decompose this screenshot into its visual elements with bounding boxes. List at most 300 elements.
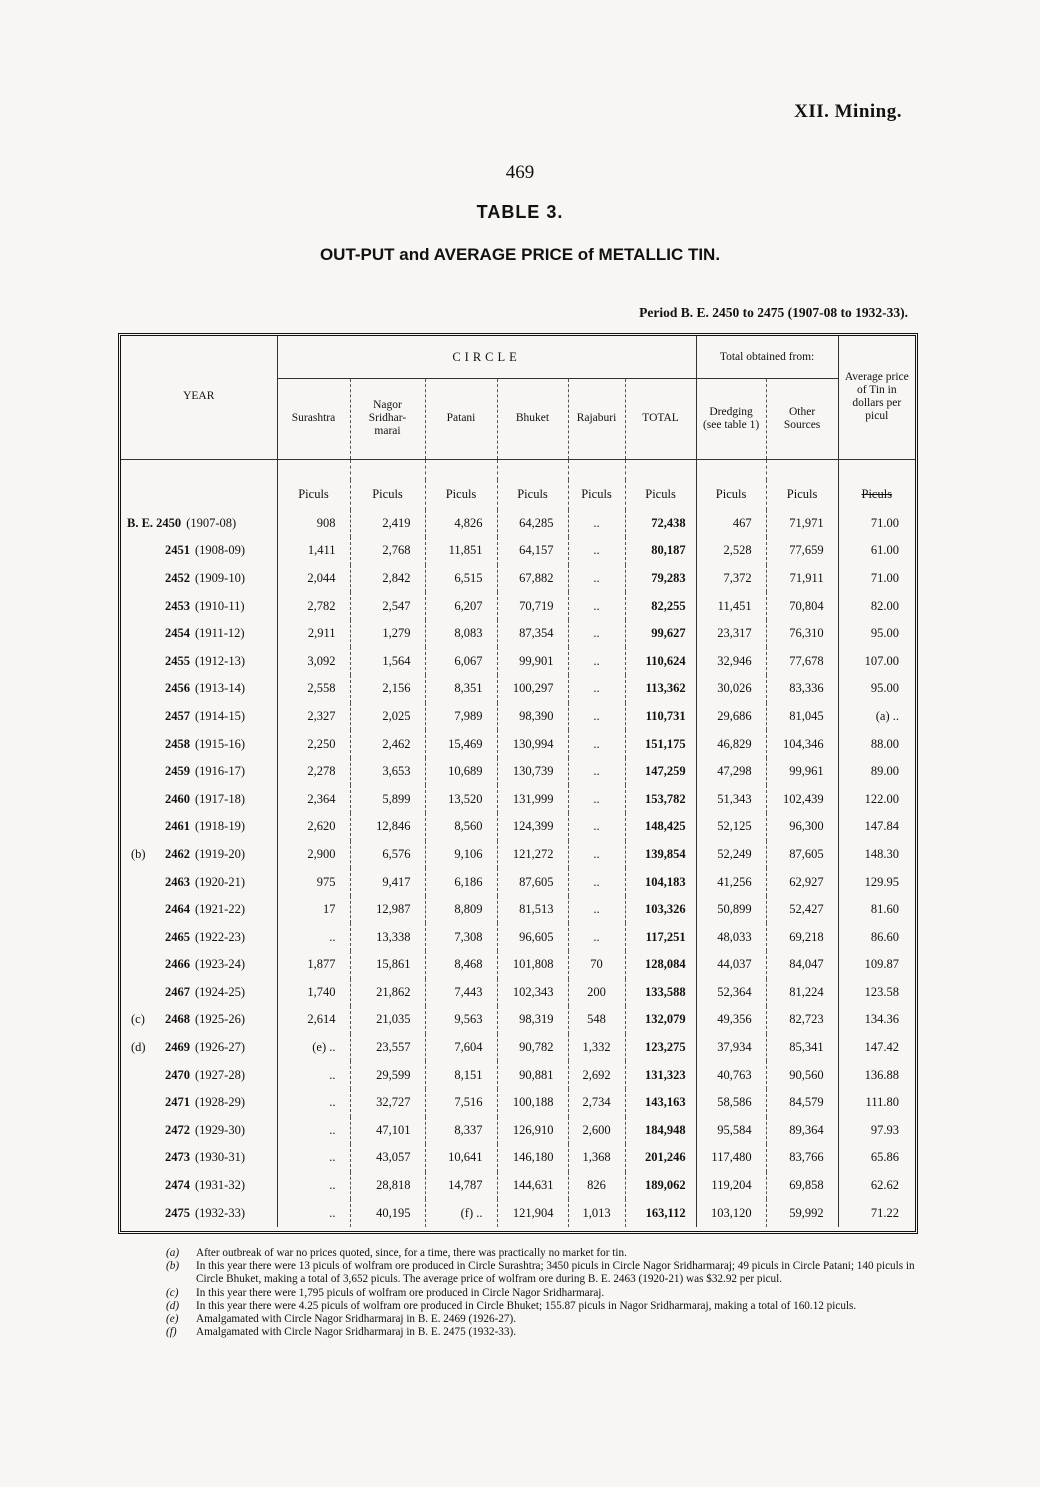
surashtra-cell: 2,620 (277, 813, 350, 841)
gregorian-years: (1926-27) (195, 1040, 245, 1055)
gregorian-years: (1922-23) (195, 929, 245, 944)
surashtra-cell: 2,782 (277, 592, 350, 620)
total-cell: 163,112 (625, 1199, 696, 1227)
surashtra-cell: .. (277, 923, 350, 951)
year-cell (121, 703, 277, 731)
patani-cell: 8,151 (425, 1061, 497, 1089)
total-cell: 72,438 (625, 510, 696, 538)
table-title: OUT-PUT and AVERAGE PRICE of METALLIC TIN. (319, 245, 721, 264)
rajaburi-cell: 200 (568, 979, 625, 1007)
patani-cell: 7,516 (425, 1089, 497, 1117)
other-sources-cell: 104,346 (766, 730, 838, 758)
other-sources-cell: 89,364 (766, 1117, 838, 1145)
dredging-cell: 51,343 (696, 785, 766, 813)
patani-cell: 6,186 (425, 868, 497, 896)
nagor-cell: 40,195 (350, 1199, 425, 1227)
table-row (121, 620, 915, 648)
average-price-cell: 147.84 (838, 813, 915, 841)
gregorian-years: (1918-19) (195, 819, 245, 834)
patani-cell: (f) .. (425, 1199, 497, 1227)
other-sources-cell: 82,723 (766, 1006, 838, 1034)
rajaburi-cell: .. (568, 703, 625, 731)
dredging-cell: 44,037 (696, 951, 766, 979)
row-note: (b) (131, 846, 146, 861)
total-cell: 80,187 (625, 537, 696, 565)
rajaburi-header: Rajaburi (568, 379, 625, 459)
be-year: 2454 (165, 626, 190, 641)
total-cell: 143,163 (625, 1089, 696, 1117)
year-cell (121, 1089, 277, 1117)
surashtra-cell: 908 (277, 510, 350, 538)
footnote-mark: (b) (166, 1260, 180, 1273)
year-cell (121, 537, 277, 565)
year-cell (121, 510, 277, 538)
table-row (121, 979, 915, 1007)
surashtra-cell: .. (277, 1144, 350, 1172)
gregorian-years: (1921-22) (195, 902, 245, 917)
table-row (121, 1034, 915, 1062)
patani-cell: 8,083 (425, 620, 497, 648)
unit-label: Piculs (350, 480, 425, 510)
surashtra-cell: .. (277, 1199, 350, 1227)
patani-cell: 9,563 (425, 1006, 497, 1034)
patani-cell: 4,826 (425, 510, 497, 538)
average-price-cell: 62.62 (838, 1172, 915, 1200)
gregorian-years: (1920-21) (195, 874, 245, 889)
rajaburi-cell: 826 (568, 1172, 625, 1200)
other-sources-cell: 81,224 (766, 979, 838, 1007)
be-year: 2457 (165, 708, 190, 723)
surashtra-cell: 17 (277, 896, 350, 924)
footnote-text: After outbreak of war no prices quoted, since, for a time, there was practically no market for tin. (196, 1247, 627, 1259)
rajaburi-cell: 1,013 (568, 1199, 625, 1227)
page-number: 469 (505, 162, 535, 183)
total-cell: 123,275 (625, 1034, 696, 1062)
footnote-text: Amalgamated with Circle Nagor Sridharmaraj in B. E. 2469 (1926-27). (196, 1313, 517, 1326)
be-year: 2451 (165, 543, 190, 558)
period-label: Period B. E. 2450 to 2475 (1907-08 to 1932-33). (639, 305, 908, 320)
nagor-cell: 28,818 (350, 1172, 425, 1200)
table-row (121, 1117, 915, 1145)
year-cell (121, 951, 277, 979)
nagor-cell: 2,156 (350, 675, 425, 703)
be-year: 2453 (165, 598, 190, 613)
dredging-cell: 41,256 (696, 868, 766, 896)
other-sources-cell: 59,992 (766, 1199, 838, 1227)
rajaburi-cell: .. (568, 841, 625, 869)
dredging-cell: 49,356 (696, 1006, 766, 1034)
be-year: 2459 (165, 764, 190, 779)
year-cell (121, 1172, 277, 1200)
row-note: (c) (131, 1012, 145, 1027)
dredging-cell: 7,372 (696, 565, 766, 593)
footnotes (166, 1247, 936, 1339)
be-year: 2461 (165, 819, 190, 834)
average-price-cell: 89.00 (838, 758, 915, 786)
average-price-cell: 71.00 (838, 565, 915, 593)
total-cell: 110,624 (625, 647, 696, 675)
year-cell (121, 730, 277, 758)
table-row (121, 1006, 915, 1034)
total-cell: 99,627 (625, 620, 696, 648)
surashtra-cell: .. (277, 1061, 350, 1089)
bhuket-cell: 98,319 (497, 1006, 568, 1034)
gregorian-years: (1907-08) (186, 515, 237, 530)
be-year: 2469 (165, 1040, 190, 1055)
patani-cell: 8,468 (425, 951, 497, 979)
year-cell (121, 923, 277, 951)
gregorian-years: (1927-28) (195, 1067, 245, 1082)
surashtra-cell: 3,092 (277, 647, 350, 675)
total-cell: 147,259 (625, 758, 696, 786)
average-price-cell: 109.87 (838, 951, 915, 979)
patani-cell: 9,106 (425, 841, 497, 869)
table-row (121, 647, 915, 675)
table-row (121, 537, 915, 565)
other-sources-cell: 69,218 (766, 923, 838, 951)
table-row (121, 813, 915, 841)
dredging-cell: 117,480 (696, 1144, 766, 1172)
dredging-cell: 23,317 (696, 620, 766, 648)
unit-label: Piculs (766, 480, 838, 510)
unit-label: Piculs (696, 480, 766, 510)
dredging-cell: 467 (696, 510, 766, 538)
nagor-cell: 2,768 (350, 537, 425, 565)
average-price-cell: 148.30 (838, 841, 915, 869)
average-price-cell: 134.36 (838, 1006, 915, 1034)
rajaburi-cell: .. (568, 675, 625, 703)
patani-cell: 15,469 (425, 730, 497, 758)
footnote (166, 1247, 936, 1260)
other-sources-cell: 99,961 (766, 758, 838, 786)
bhuket-cell: 81,513 (497, 896, 568, 924)
footnote-text: Amalgamated with Circle Nagor Sridharmaraj in B. E. 2475 (1932-33). (196, 1326, 517, 1339)
footnote (166, 1300, 936, 1313)
total-cell: 151,175 (625, 730, 696, 758)
be-year: 2470 (165, 1067, 190, 1082)
bhuket-cell: 146,180 (497, 1144, 568, 1172)
surashtra-cell: 975 (277, 868, 350, 896)
rajaburi-cell: .. (568, 868, 625, 896)
gregorian-years: (1928-29) (195, 1095, 245, 1110)
bhuket-cell: 102,343 (497, 979, 568, 1007)
total-cell: 133,588 (625, 979, 696, 1007)
gregorian-years: (1912-13) (195, 653, 245, 668)
average-price-cell: 86.60 (838, 923, 915, 951)
unit-label: Piculs (568, 480, 625, 510)
nagor-cell: 2,842 (350, 565, 425, 593)
rajaburi-cell: .. (568, 813, 625, 841)
total-cell: 104,183 (625, 868, 696, 896)
nagor-cell: 9,417 (350, 868, 425, 896)
average-price-cell: 81.60 (838, 896, 915, 924)
be-year: 2456 (165, 681, 190, 696)
dredging-cell: 58,586 (696, 1089, 766, 1117)
dredging-cell: 29,686 (696, 703, 766, 731)
year-cell (121, 592, 277, 620)
nagor-cell: 15,861 (350, 951, 425, 979)
data-table-frame (118, 333, 918, 1234)
footnote (166, 1260, 936, 1286)
other-sources-cell: 77,659 (766, 537, 838, 565)
be-year: 2463 (165, 874, 190, 889)
nagor-cell: 21,035 (350, 1006, 425, 1034)
surashtra-cell: 1,877 (277, 951, 350, 979)
surashtra-cell: 2,364 (277, 785, 350, 813)
table-row (121, 1089, 915, 1117)
surashtra-cell: .. (277, 1172, 350, 1200)
bhuket-cell: 70,719 (497, 592, 568, 620)
bhuket-cell: 96,605 (497, 923, 568, 951)
total-header: TOTAL (625, 379, 696, 459)
dredging-cell: 47,298 (696, 758, 766, 786)
other-sources-cell: 84,047 (766, 951, 838, 979)
nagor-cell: 1,564 (350, 647, 425, 675)
dredging-cell: 46,829 (696, 730, 766, 758)
total-cell: 117,251 (625, 923, 696, 951)
nagor-cell: 2,025 (350, 703, 425, 731)
patani-cell: 7,308 (425, 923, 497, 951)
average-price-cell: 82.00 (838, 592, 915, 620)
surashtra-cell: 2,278 (277, 758, 350, 786)
unit-label: Piculs (425, 480, 497, 510)
nagor-cell: 47,101 (350, 1117, 425, 1145)
average-price-cell: 107.00 (838, 647, 915, 675)
other-sources-cell: 102,439 (766, 785, 838, 813)
total-cell: 184,948 (625, 1117, 696, 1145)
gregorian-years: (1919-20) (195, 846, 245, 861)
total-cell: 153,782 (625, 785, 696, 813)
section-heading: XII. Mining. (794, 101, 902, 122)
surashtra-cell: 2,250 (277, 730, 350, 758)
rajaburi-cell: 2,734 (568, 1089, 625, 1117)
other-sources-cell: 70,804 (766, 592, 838, 620)
other-sources-cell: 52,427 (766, 896, 838, 924)
surashtra-cell: 1,740 (277, 979, 350, 1007)
average-price-cell: 97.93 (838, 1117, 915, 1145)
nagor-cell: 12,846 (350, 813, 425, 841)
rajaburi-cell: .. (568, 620, 625, 648)
patani-cell: 10,641 (425, 1144, 497, 1172)
rajaburi-cell: 548 (568, 1006, 625, 1034)
rajaburi-cell: .. (568, 592, 625, 620)
bhuket-cell: 64,157 (497, 537, 568, 565)
gregorian-years: (1910-11) (195, 598, 245, 613)
unit-label: Piculs (625, 480, 696, 510)
surashtra-cell: .. (277, 1089, 350, 1117)
other-sources-cell: 84,579 (766, 1089, 838, 1117)
be-year: B. E. 2450 (127, 515, 182, 530)
gregorian-years: (1931-32) (195, 1178, 245, 1193)
total-cell: 189,062 (625, 1172, 696, 1200)
surashtra-cell: 2,900 (277, 841, 350, 869)
bhuket-cell: 124,399 (497, 813, 568, 841)
nagor-cell: 2,419 (350, 510, 425, 538)
patani-cell: 10,689 (425, 758, 497, 786)
rajaburi-cell: 1,368 (568, 1144, 625, 1172)
total-cell: 201,246 (625, 1144, 696, 1172)
be-year: 2467 (165, 984, 190, 999)
tin-output-table (121, 336, 915, 1227)
table-row (121, 923, 915, 951)
table-row (121, 951, 915, 979)
footnote-text: In this year there were 1,795 piculs of wolfram ore produced in Circle Nagor Sridharmaraj. (196, 1286, 605, 1299)
patani-cell: 7,989 (425, 703, 497, 731)
dredging-cell: 11,451 (696, 592, 766, 620)
patani-cell: 8,809 (425, 896, 497, 924)
be-year: 2466 (165, 957, 190, 972)
be-year: 2458 (165, 736, 190, 751)
total-cell: 128,084 (625, 951, 696, 979)
patani-cell: 8,351 (425, 675, 497, 703)
be-year: 2468 (165, 1012, 190, 1027)
year-cell (121, 1144, 277, 1172)
year-cell (121, 758, 277, 786)
gregorian-years: (1908-09) (195, 543, 245, 558)
be-year: 2464 (165, 902, 190, 917)
nagor-cell: 23,557 (350, 1034, 425, 1062)
be-year: 2462 (165, 846, 190, 861)
gregorian-years: (1909-10) (195, 570, 245, 585)
other-sources-cell: 96,300 (766, 813, 838, 841)
dredging-cell: 119,204 (696, 1172, 766, 1200)
be-year: 2471 (165, 1095, 190, 1110)
other-sources-cell: 83,336 (766, 675, 838, 703)
rajaburi-cell: 70 (568, 951, 625, 979)
bhuket-cell: 121,904 (497, 1199, 568, 1227)
dredging-cell: 37,934 (696, 1034, 766, 1062)
gregorian-years: (1914-15) (195, 708, 245, 723)
average-price-cell: 71.22 (838, 1199, 915, 1227)
footnote-mark: (a) (166, 1247, 180, 1259)
nagor-cell: 29,599 (350, 1061, 425, 1089)
total-cell: 110,731 (625, 703, 696, 731)
surashtra-cell: 2,911 (277, 620, 350, 648)
bhuket-cell: 101,808 (497, 951, 568, 979)
patani-cell: 13,520 (425, 785, 497, 813)
patani-cell: 7,443 (425, 979, 497, 1007)
surashtra-cell: .. (277, 1117, 350, 1145)
unit-label: Piculs (497, 480, 568, 510)
year-cell (121, 979, 277, 1007)
patani-cell: 6,067 (425, 647, 497, 675)
average-price-cell: 95.00 (838, 620, 915, 648)
average-price-cell: 65.86 (838, 1144, 915, 1172)
be-year: 2472 (165, 1122, 190, 1137)
bhuket-cell: 87,354 (497, 620, 568, 648)
dredging-cell: 95,584 (696, 1117, 766, 1145)
bhuket-cell: 90,881 (497, 1061, 568, 1089)
bhuket-cell: 130,994 (497, 730, 568, 758)
patani-cell: 7,604 (425, 1034, 497, 1062)
be-year: 2474 (165, 1178, 190, 1193)
average-price-cell: 95.00 (838, 675, 915, 703)
table-row (121, 730, 915, 758)
nagor-cell: 3,653 (350, 758, 425, 786)
average-price-cell: 136.88 (838, 1061, 915, 1089)
surashtra-cell: 1,411 (277, 537, 350, 565)
footnote-mark: (d) (166, 1299, 180, 1312)
year-cell (121, 675, 277, 703)
average-price-cell: (a) .. (838, 703, 915, 731)
footnote-mark: (f) (166, 1326, 177, 1339)
rajaburi-cell: .. (568, 730, 625, 758)
dredging-cell: 50,899 (696, 896, 766, 924)
footnote-mark: (e) (166, 1313, 179, 1326)
footnote (166, 1326, 936, 1339)
other-sources-cell: 71,971 (766, 510, 838, 538)
nagor-cell: 21,862 (350, 979, 425, 1007)
table-row (121, 675, 915, 703)
surashtra-cell: 2,044 (277, 565, 350, 593)
dredging-cell: 52,125 (696, 813, 766, 841)
bhuket-cell: 67,882 (497, 565, 568, 593)
other-sources-cell: 71,911 (766, 565, 838, 593)
year-cell (121, 1061, 277, 1089)
table-row (121, 1144, 915, 1172)
bhuket-cell: 99,901 (497, 647, 568, 675)
total-cell: 148,425 (625, 813, 696, 841)
rajaburi-cell: .. (568, 785, 625, 813)
total-cell: 113,362 (625, 675, 696, 703)
surashtra-cell: 2,614 (277, 1006, 350, 1034)
year-cell (121, 896, 277, 924)
table-row (121, 896, 915, 924)
table-number: TABLE 3. (476, 202, 564, 222)
bhuket-cell: 121,272 (497, 841, 568, 869)
other-sources-cell: 77,678 (766, 647, 838, 675)
gregorian-years: (1929-30) (195, 1122, 245, 1137)
average-price-cell: 88.00 (838, 730, 915, 758)
footnote-text: In this year there were 4.25 piculs of wolfram ore produced in Circle Bhuket; 155.87 piculs in Nagor Sridharmaraj, making a total of 160.12 piculs. (196, 1299, 857, 1312)
rajaburi-cell: .. (568, 758, 625, 786)
average-price-header: Average price of Tin in dollars per picul (838, 336, 915, 459)
year-cell (121, 1006, 277, 1034)
patani-cell: 8,337 (425, 1117, 497, 1145)
gregorian-years: (1915-16) (195, 736, 245, 751)
year-header: YEAR (183, 390, 215, 402)
unit-label: Piculs (838, 480, 915, 510)
gregorian-years: (1932-33) (195, 1205, 245, 1220)
table-row (121, 703, 915, 731)
footnote (166, 1287, 936, 1300)
total-cell: 131,323 (625, 1061, 696, 1089)
be-year: 2473 (165, 1150, 190, 1165)
rajaburi-cell: .. (568, 537, 625, 565)
nagor-cell: 43,057 (350, 1144, 425, 1172)
total-obtained-header: Total obtained from: (696, 336, 838, 379)
average-price-cell: 122.00 (838, 785, 915, 813)
rajaburi-cell: 1,332 (568, 1034, 625, 1062)
nagor-cell: 1,279 (350, 620, 425, 648)
dredging-cell: 103,120 (696, 1199, 766, 1227)
bhuket-cell: 144,631 (497, 1172, 568, 1200)
year-cell (121, 841, 277, 869)
gregorian-years: (1930-31) (195, 1150, 245, 1165)
average-price-cell: 71.00 (838, 510, 915, 538)
rajaburi-cell: .. (568, 647, 625, 675)
nagor-cell: 6,576 (350, 841, 425, 869)
nagor-header: Nagor Sridhar- marai (350, 379, 425, 459)
row-note: (d) (131, 1040, 146, 1055)
patani-cell: 6,207 (425, 592, 497, 620)
be-year: 2452 (165, 570, 190, 585)
table-row (121, 868, 915, 896)
be-year: 2475 (165, 1205, 190, 1220)
average-price-cell: 123.58 (838, 979, 915, 1007)
table-row (121, 1172, 915, 1200)
dredging-cell: 2,528 (696, 537, 766, 565)
